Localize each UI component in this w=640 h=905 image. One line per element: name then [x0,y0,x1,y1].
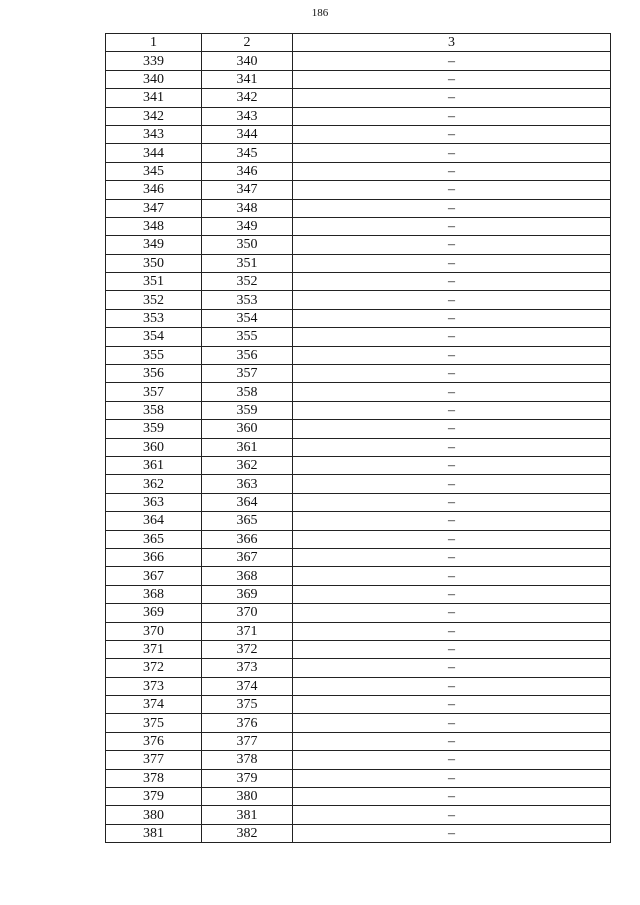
table-cell-col-1: 343 [106,125,202,143]
table-cell-col-3: – [293,806,611,824]
table-cell-col-3: – [293,162,611,180]
table-row [106,420,611,438]
table-cell-col-1: 357 [106,383,202,401]
table-cell-col-2: 360 [202,420,293,438]
table-cell-col-3: – [293,309,611,327]
table-row [106,181,611,199]
table-row [106,493,611,511]
table-cell-col-1: 342 [106,107,202,125]
table-cell-col-1: 377 [106,751,202,769]
table-row [106,309,611,327]
table-row [106,512,611,530]
table-cell-col-2: 350 [202,236,293,254]
table-row [106,714,611,732]
table-row [106,622,611,640]
table-cell-col-1: 341 [106,89,202,107]
table-cell-col-2: 345 [202,144,293,162]
table-cell-col-3: – [293,144,611,162]
table-row [106,806,611,824]
table-cell-col-3: – [293,236,611,254]
table-cell-col-3: – [293,585,611,603]
table-cell-col-1: 345 [106,162,202,180]
table-cell-col-3: – [293,199,611,217]
table-row [106,696,611,714]
table-cell-col-2: 362 [202,456,293,474]
table-cell-col-2: 357 [202,365,293,383]
table-cell-col-2: 376 [202,714,293,732]
table-cell-col-2: 372 [202,640,293,658]
table-cell-col-2: 348 [202,199,293,217]
table-cell-col-1: 367 [106,567,202,585]
table-row [106,769,611,787]
table-row [106,401,611,419]
table-cell-col-1: 376 [106,732,202,750]
table-cell-col-1: 349 [106,236,202,254]
table-cell-col-1: 340 [106,70,202,88]
table-row [106,732,611,750]
table-cell-col-3: – [293,291,611,309]
table-cell-col-1: 363 [106,493,202,511]
table-row [106,162,611,180]
table-cell-col-3: – [293,530,611,548]
table-cell-col-2: 341 [202,70,293,88]
table-row [106,640,611,658]
column-header-1: 1 [106,34,202,52]
table-cell-col-1: 351 [106,273,202,291]
table-cell-col-2: 349 [202,217,293,235]
table-cell-col-2: 375 [202,696,293,714]
table-cell-col-2: 380 [202,788,293,806]
column-header-2: 2 [202,34,293,52]
table-cell-col-2: 364 [202,493,293,511]
table-cell-col-2: 356 [202,346,293,364]
table-cell-col-3: – [293,217,611,235]
table-cell-col-1: 366 [106,548,202,566]
table-cell-col-1: 362 [106,475,202,493]
table-cell-col-3: – [293,383,611,401]
table-body [106,52,611,843]
table-cell-col-1: 359 [106,420,202,438]
table-cell-col-2: 377 [202,732,293,750]
table-cell-col-1: 371 [106,640,202,658]
table-cell-col-3: – [293,769,611,787]
table-cell-col-2: 342 [202,89,293,107]
table-row [106,365,611,383]
table-row [106,677,611,695]
header-row [106,34,611,52]
table-cell-col-3: – [293,751,611,769]
table-row [106,107,611,125]
table-cell-col-1: 347 [106,199,202,217]
table-cell-col-3: – [293,273,611,291]
table-row [106,659,611,677]
table-cell-col-2: 355 [202,328,293,346]
table-cell-col-3: – [293,181,611,199]
table-cell-col-1: 373 [106,677,202,695]
table-cell-col-2: 346 [202,162,293,180]
table-cell-col-1: 356 [106,365,202,383]
table-row [106,217,611,235]
table-cell-col-1: 353 [106,309,202,327]
table-cell-col-1: 360 [106,438,202,456]
table-cell-col-2: 354 [202,309,293,327]
table-cell-col-2: 340 [202,52,293,70]
table-row [106,567,611,585]
table-row [106,346,611,364]
table-row [106,383,611,401]
table-cell-col-3: – [293,696,611,714]
table-cell-col-1: 350 [106,254,202,272]
table-row [106,530,611,548]
table-cell-col-2: 374 [202,677,293,695]
table-cell-col-1: 378 [106,769,202,787]
table-cell-col-2: 371 [202,622,293,640]
table-cell-col-2: 347 [202,181,293,199]
table-cell-col-1: 344 [106,144,202,162]
table-cell-col-1: 361 [106,456,202,474]
table-cell-col-3: – [293,254,611,272]
table-row [106,52,611,70]
table-cell-col-2: 363 [202,475,293,493]
table-row [106,89,611,107]
table-cell-col-3: – [293,548,611,566]
column-header-3: 3 [293,34,611,52]
table-cell-col-2: 361 [202,438,293,456]
table-cell-col-1: 372 [106,659,202,677]
table-row [106,254,611,272]
table-cell-col-1: 352 [106,291,202,309]
table-cell-col-3: – [293,512,611,530]
table-cell-col-2: 367 [202,548,293,566]
table-row [106,788,611,806]
table-cell-col-2: 366 [202,530,293,548]
table-cell-col-1: 339 [106,52,202,70]
table-cell-col-3: – [293,788,611,806]
table-cell-col-3: – [293,714,611,732]
table-cell-col-1: 379 [106,788,202,806]
table-cell-col-1: 354 [106,328,202,346]
table-cell-col-3: – [293,640,611,658]
table-cell-col-1: 348 [106,217,202,235]
table-cell-col-1: 375 [106,714,202,732]
table-row [106,824,611,842]
table-cell-col-3: – [293,732,611,750]
table-row [106,548,611,566]
table-cell-col-2: 343 [202,107,293,125]
table-cell-col-1: 374 [106,696,202,714]
table-cell-col-3: – [293,346,611,364]
table-cell-col-2: 358 [202,383,293,401]
table-cell-col-3: – [293,493,611,511]
table-cell-col-2: 368 [202,567,293,585]
table-cell-col-1: 381 [106,824,202,842]
table-cell-col-2: 378 [202,751,293,769]
table-cell-col-3: – [293,604,611,622]
table-cell-col-3: – [293,401,611,419]
table-cell-col-2: 351 [202,254,293,272]
table-cell-col-1: 380 [106,806,202,824]
table-row [106,475,611,493]
table-row [106,456,611,474]
table-cell-col-3: – [293,328,611,346]
table-cell-col-2: 352 [202,273,293,291]
table-cell-col-1: 358 [106,401,202,419]
table-cell-col-1: 365 [106,530,202,548]
table-cell-col-2: 370 [202,604,293,622]
table-cell-col-2: 373 [202,659,293,677]
table-row [106,291,611,309]
table-cell-col-3: – [293,677,611,695]
table-cell-col-1: 368 [106,585,202,603]
table-cell-col-1: 370 [106,622,202,640]
table-cell-col-2: 379 [202,769,293,787]
table-cell-col-3: – [293,52,611,70]
data-table [105,33,611,843]
table-cell-col-3: – [293,438,611,456]
page-number: 186 [311,7,329,19]
table-cell-col-3: – [293,365,611,383]
table-row [106,199,611,217]
table-cell-col-3: – [293,824,611,842]
table-cell-col-3: – [293,567,611,585]
table-row [106,438,611,456]
table-row [106,236,611,254]
table-cell-col-1: 364 [106,512,202,530]
table-cell-col-2: 344 [202,125,293,143]
table-cell-col-3: – [293,622,611,640]
table-cell-col-3: – [293,475,611,493]
table-row [106,144,611,162]
table-cell-col-3: – [293,420,611,438]
table-cell-col-3: – [293,89,611,107]
table-cell-col-3: – [293,125,611,143]
table-cell-col-2: 369 [202,585,293,603]
table-cell-col-3: – [293,107,611,125]
table-row [106,70,611,88]
table-cell-col-2: 359 [202,401,293,419]
table-row [106,585,611,603]
table-row [106,125,611,143]
table-cell-col-1: 346 [106,181,202,199]
table-cell-col-2: 382 [202,824,293,842]
table-cell-col-3: – [293,456,611,474]
table-row [106,273,611,291]
table-cell-col-3: – [293,659,611,677]
table-cell-col-2: 365 [202,512,293,530]
table-cell-col-1: 355 [106,346,202,364]
table-row [106,604,611,622]
table-cell-col-3: – [293,70,611,88]
table-row [106,328,611,346]
table-row [106,751,611,769]
table-cell-col-2: 353 [202,291,293,309]
table-cell-col-1: 369 [106,604,202,622]
table-cell-col-2: 381 [202,806,293,824]
